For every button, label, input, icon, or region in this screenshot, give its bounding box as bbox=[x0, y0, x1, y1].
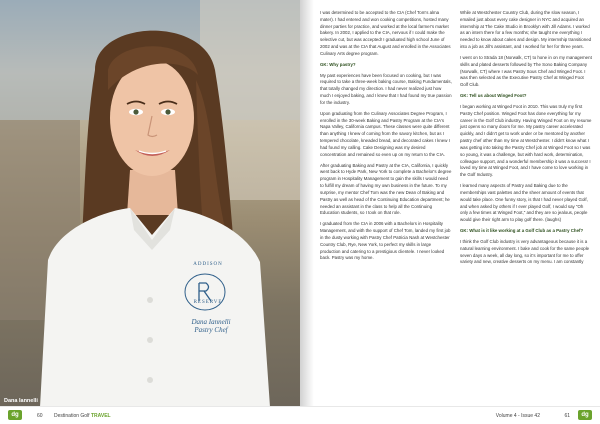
apron-line2: RESERVE bbox=[193, 300, 223, 305]
apron-role: Pastry Chef bbox=[194, 326, 228, 334]
portrait-photo bbox=[0, 0, 300, 407]
portrait-illustration bbox=[0, 0, 300, 407]
photo-caption: Dana Iannelli bbox=[4, 398, 38, 404]
gutter-shadow bbox=[300, 0, 314, 407]
body-paragraph: I was determined to be accepted to the CIA (Chef Tom's alma mater). I had entered and won cooking competitions, hosted many dinner parties for practice, and worked at the local farmer's market bakery. In 2002, I applied to the CIA, nervous if I could make the selective cut, but was accepted! I graduated high school June of 2002 and was at the CIA that August and enrolled in the Associates Culinary Arts degree program. bbox=[320, 10, 451, 56]
dg-logo-left: dg bbox=[8, 410, 22, 420]
text-column-2 bbox=[460, 10, 592, 270]
page-footer bbox=[0, 406, 600, 424]
body-paragraph: My past experiences have been focused on cooking, but I was required to take a three-week baking course, Baking Fundamentals, that totally changed my direction. I had never realized just how much I enjoyed baking, and I knew that I had found my true passion for the industry. bbox=[320, 72, 452, 105]
body-paragraph: I learned many aspects of Pastry and Baking due to the memberships vast palettes and the sheer amount of events that would take place. One funny story, is that I had never played Golf, and when asked by others if I ever played Golf, I would say "Oh only a few times at Winged Foot," and they are so jealous, people would give their right arm to play golf there. (laughs) bbox=[460, 183, 588, 223]
publication-title: Destination Golf bbox=[54, 413, 90, 419]
text-column-1 bbox=[320, 10, 452, 266]
interview-question: GK: What is it like working at a Golf Club as a Pastry Chef? bbox=[460, 228, 584, 234]
publication-name bbox=[54, 413, 111, 419]
issue-label: Volume 4 - Issue 42 bbox=[495, 413, 540, 419]
body-paragraph: I graduated from the CIA in 2006 with a Bachelors in Hospitality Management, and with the support of Chef Tom, landed my first job in the dusty working with Pastry Chef Patricia Nash at Westchester Country Club, Rye, New York, to perfect my skills in large production and catering to a prestigious clientele. I never looked back. Pastry was my home. bbox=[320, 221, 451, 261]
body-paragraph: I began working at Winged Foot in 2010. This was truly my first Pastry Chef position. Winged Foot has done everything for my career in the Golf Club industry. Having Winged Foot on my resume just opens so many doors for me. My pastry career accelerated quickly, and I didn't get to work under or be mentored by another pastry chef other than my time at Westchester. I didn't know what I was getting into taking the Pastry Chef job at Winged Foot so I was so young, it was a challenge, but with hard work, determination, colleague support, and a wonderful membership it was a success! I loved my time at Winged Foot, and I have come to love working in the Golf Industry. bbox=[460, 103, 592, 178]
interview-question: GK: Tell us about Winged Foot? bbox=[460, 93, 527, 99]
page-number-right: 61 bbox=[564, 413, 570, 419]
apron-line1: ADDISON bbox=[193, 262, 223, 267]
apron-name: Dana Iannelli bbox=[191, 318, 231, 326]
interview-question: GK: Why pastry? bbox=[320, 61, 356, 67]
body-paragraph: Upon graduating from the Culinary Associates Degree Program, I enrolled in the 30-week Baking and Pastry Program at the CIA's Napa Valley, California campus. These classes were quite different than anything I knew of coming from the savory kitchen, but as I tempered chocolate, kneaded bread, and decorated cakes I knew I had found my calling. Cake Designing was my desired concentration and remained so even up on my return to the CIA. bbox=[320, 110, 450, 157]
body-paragraph: After graduating Baking and Pastry at the CIA, California, I quickly went back to Hyde Park, New York to complete a Bachelor's degree program in Hospitality Management to gain the skills I would need to fulfill my dream of having my own business in the future. To my surprise, my mentor Chef Tom was the new Dean of Baking and Pastry as well as head of the Continuing Education department; he needed an assistant in the class to help all the Continuing Education students, so I took on that role. bbox=[320, 162, 452, 216]
dg-logo-right: dg bbox=[578, 410, 592, 420]
body-paragraph: I think the Golf Club industry is very advantageous because it is a natural learning environment. I bake and cook for the same people seven days a week, all day long, so it's important for me to offer variety and new, creative desserts on my menu. I am constantly bbox=[460, 238, 590, 265]
body-paragraph: While at Westchester Country Club, during the slow season, I emailed just about every cake designer in NYC and acquired an internship at The Cake Studio in Brooklyn with Jill Adams. I worked as an intern there for a few months; she taught me everything I needed to know about cakes and design. My internship transitioned into a job as Jill's assistant, and I worked for her for three years. bbox=[460, 10, 592, 50]
page-number-left: 60 bbox=[37, 413, 43, 419]
body-paragraph: I went on to Strada 18 (Norwalk, CT) to hone in on my management skills and plated desserts followed by The Sono Baking Company (Norwalk, CT) where I was Pastry Sous Chef and Winged Foot. I was then selected as the Executive Pastry Chef at Winged Foot Golf Club. bbox=[460, 54, 592, 88]
publication-travel: TRAVEL bbox=[90, 413, 111, 419]
